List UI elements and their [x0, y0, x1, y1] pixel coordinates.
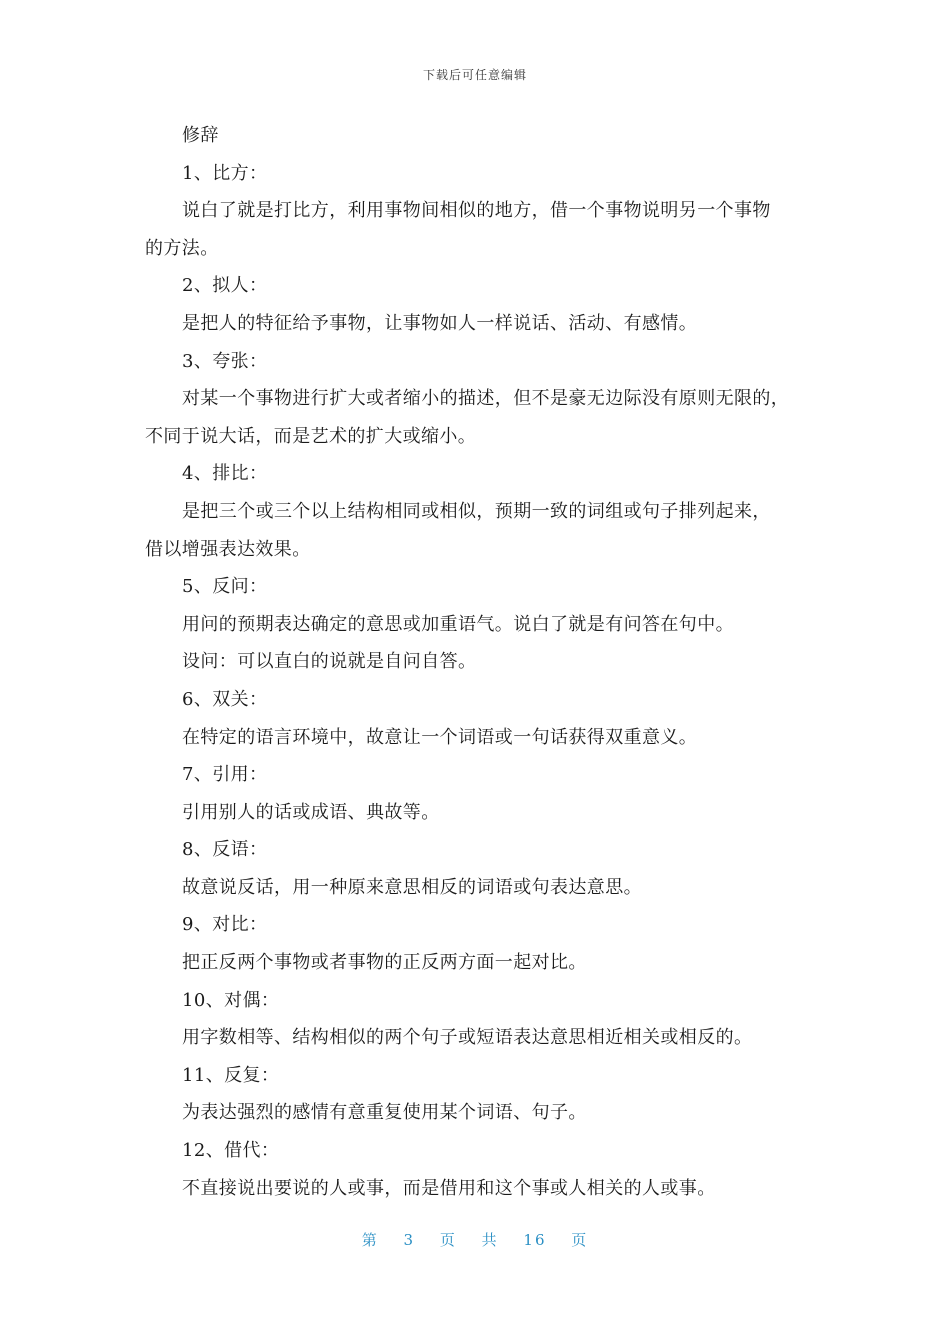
- text-line: 对某一个事物进行扩大或者缩小的描述，但不是豪无边际没有原则无限的，: [182, 388, 790, 410]
- text-line: 修辞: [182, 125, 219, 146]
- footer-current-page: 3: [403, 1231, 416, 1249]
- text-line: 是把人的特征给予事物，让事物如人一样说话、活动、有感情。: [182, 312, 698, 334]
- text-line: 用字数相等、结构相似的两个句子或短语表达意思相近相关或相反的。: [182, 1027, 753, 1049]
- text-line: 不同于说大话，而是艺术的扩大或缩小。: [145, 425, 477, 447]
- text-line: 9、对比：: [182, 914, 268, 936]
- text-line: 11、反复：: [182, 1064, 280, 1086]
- text-line: 设问：可以直白的说就是自问自答。: [182, 651, 477, 673]
- text-line: 8、反语：: [182, 839, 268, 861]
- text-line: 说白了就是打比方，利用事物间相似的地方，借一个事物说明另一个事物: [182, 200, 771, 222]
- text-line: 5、反问：: [182, 576, 268, 598]
- text-line: 不直接说出要说的人或事，而是借用和这个事或人相关的人或事。: [182, 1177, 716, 1199]
- text-line: 把正反两个事物或者事物的正反两方面一起对比。: [182, 952, 587, 974]
- page-header-note: 下载后可任意编辑: [422, 68, 527, 82]
- text-line: 10、对偶：: [182, 989, 280, 1011]
- text-line: 为表达强烈的感情有意重复使用某个词语、句子。: [182, 1102, 587, 1124]
- text-line: 故意说反话，用一种原来意思相反的词语或句表达意思。: [182, 876, 642, 898]
- text-line: 2、拟人：: [182, 275, 268, 297]
- text-line: 在特定的语言环境中，故意让一个词语或一句话获得双重意义。: [182, 726, 698, 748]
- footer-label-di: 第: [361, 1231, 379, 1249]
- text-line: 是把三个或三个以上结构相同或相似，预期一致的词组或句子排列起来，: [182, 500, 771, 522]
- document-body: [145, 117, 810, 1207]
- page-footer: [0, 1229, 950, 1250]
- text-line: 的方法。: [145, 237, 219, 259]
- footer-label-ye-end: 页: [571, 1231, 589, 1249]
- text-line: 6、双关：: [182, 688, 268, 710]
- footer-total-pages: 16: [523, 1231, 547, 1249]
- footer-label-ye: 页: [439, 1231, 457, 1249]
- text-line: 12、借代：: [182, 1140, 280, 1162]
- text-line: 1、比方：: [182, 162, 268, 184]
- text-line: 4、排比：: [182, 463, 268, 485]
- text-line: 7、引用：: [182, 764, 268, 786]
- footer-label-gong: 共: [481, 1231, 499, 1249]
- text-line: 借以增强表达效果。: [145, 538, 311, 560]
- text-line: 用问的预期表达确定的意思或加重语气。说白了就是有问答在句中。: [182, 613, 734, 635]
- text-line: 引用别人的话或成语、典故等。: [182, 801, 440, 823]
- text-line: 3、夸张：: [182, 350, 268, 372]
